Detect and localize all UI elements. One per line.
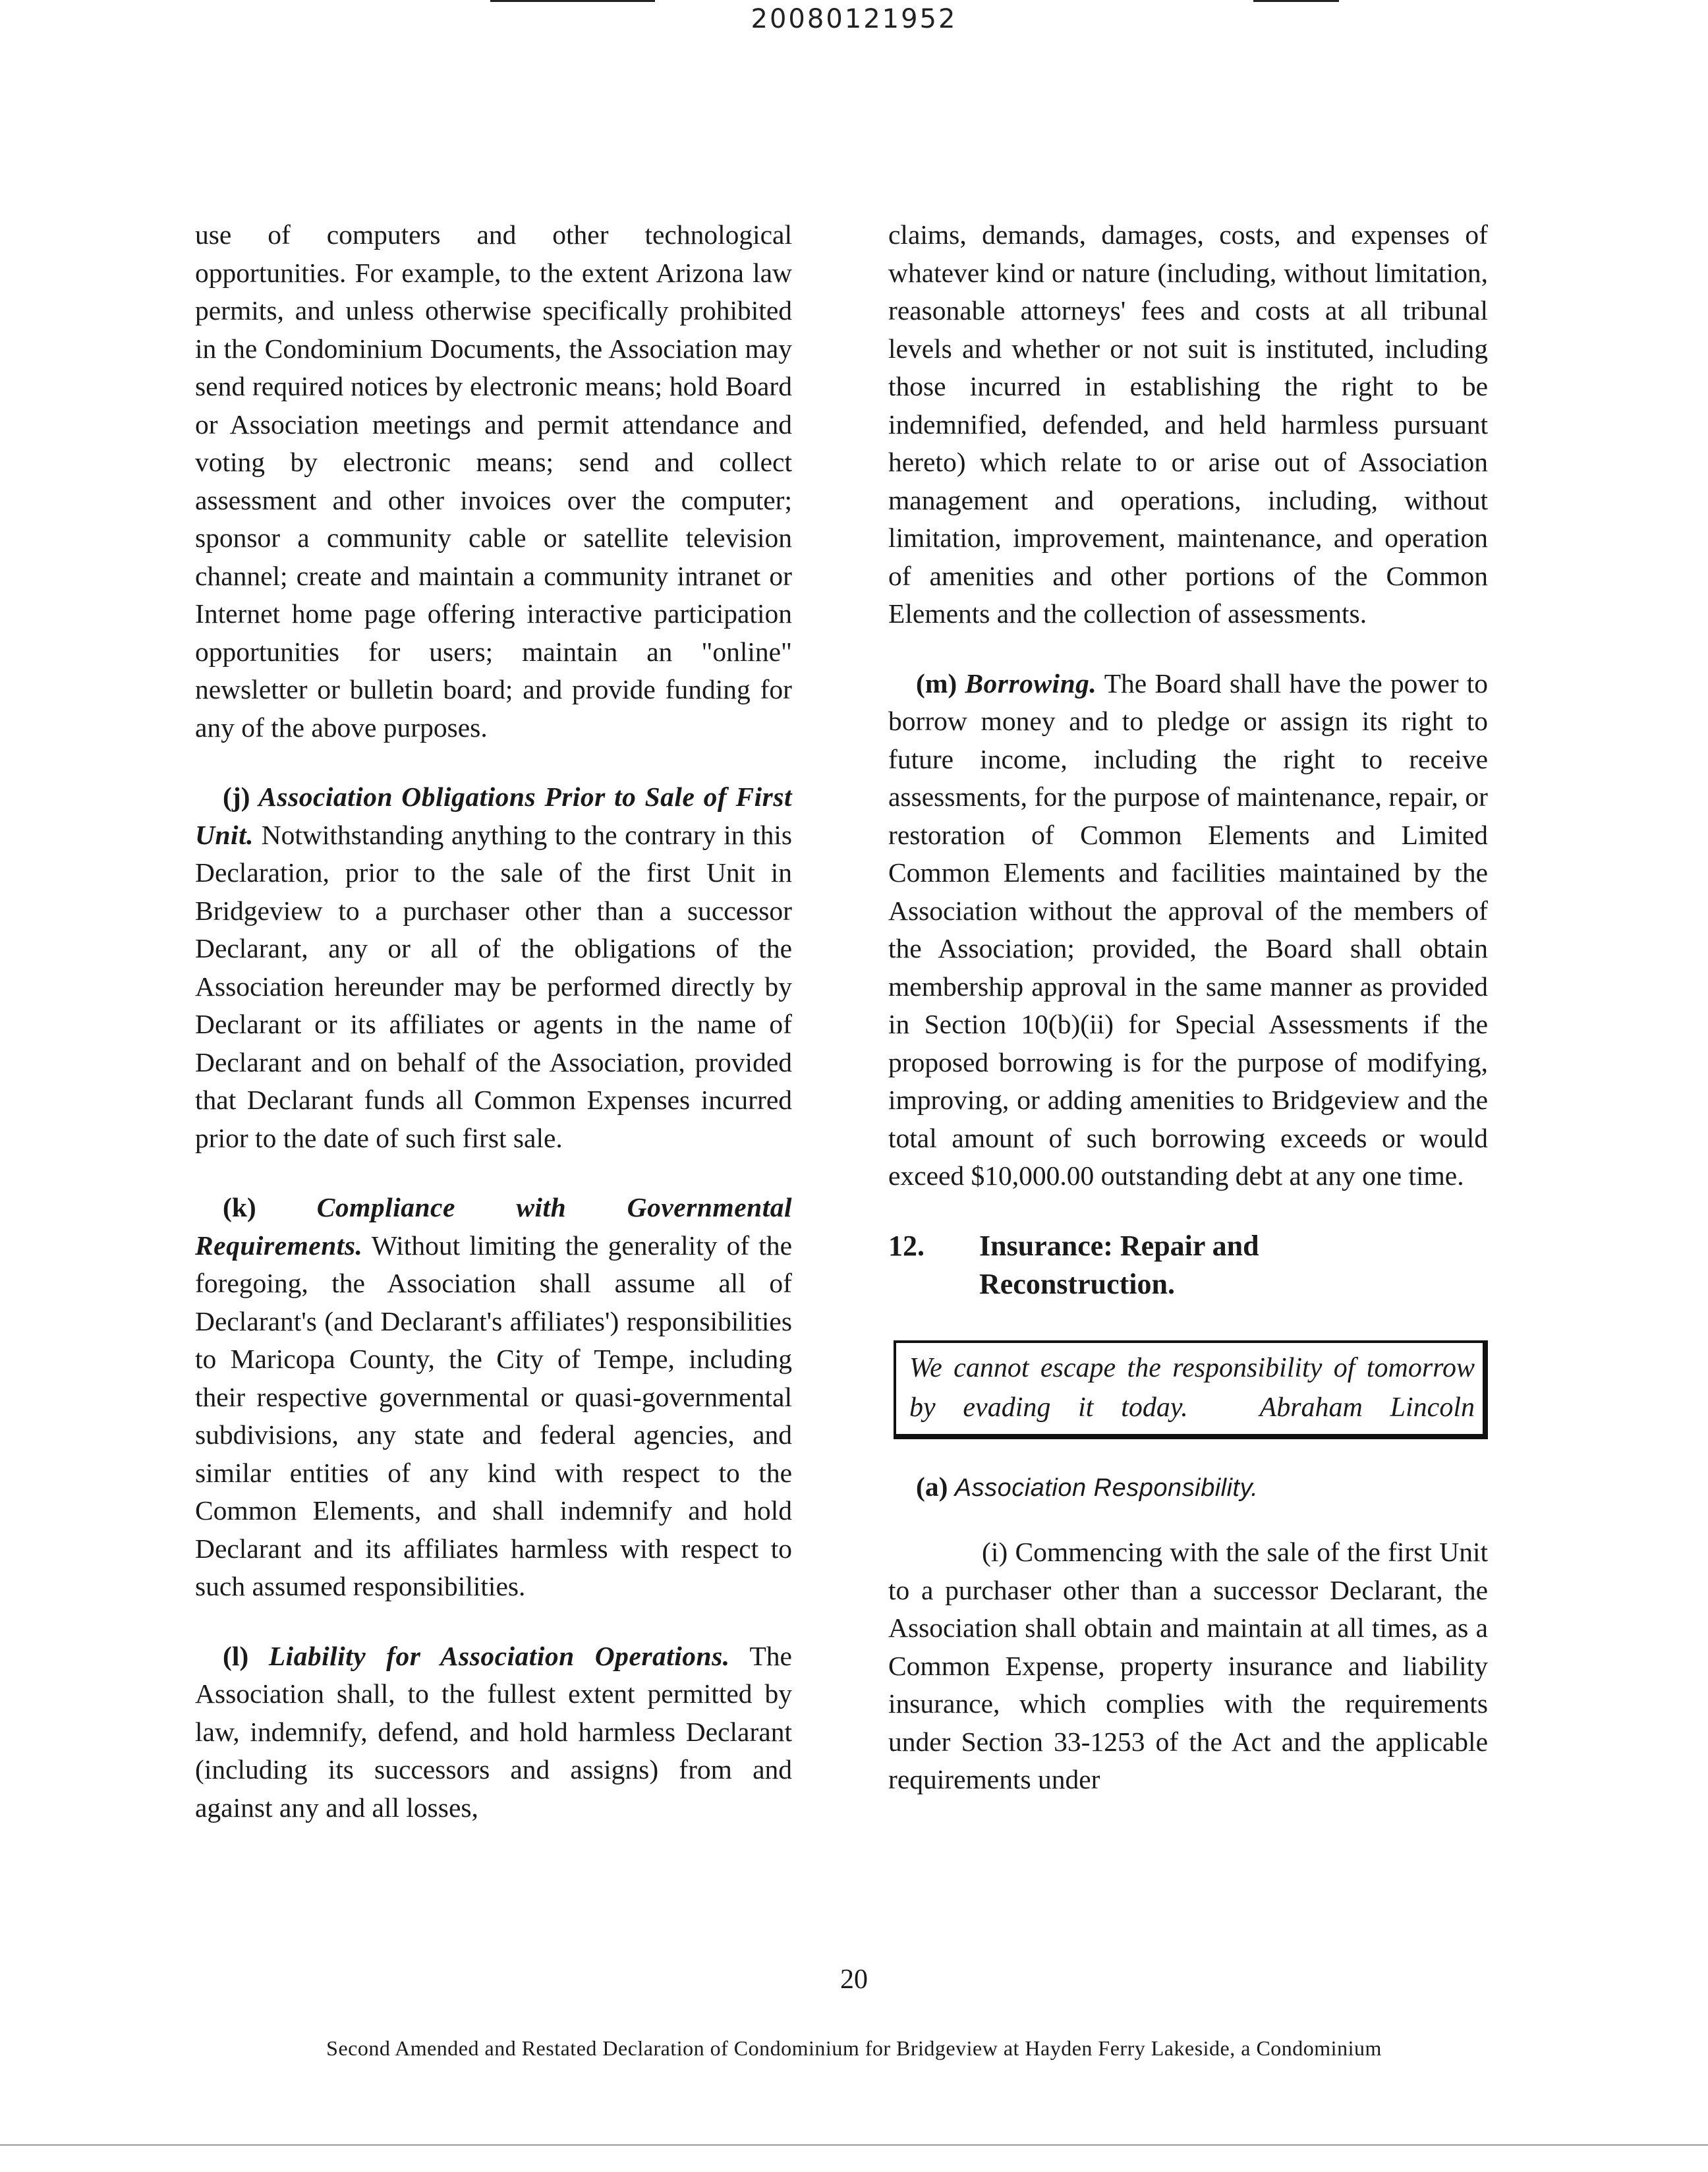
subsection-label: (a) [916,1471,948,1502]
subsection-m [888,665,1488,1195]
right-column [888,216,1488,1799]
section-title-line-1: Insurance: Repair and [979,1229,1259,1262]
subsection-k [195,1189,792,1606]
item-label: (i) [982,1537,1008,1567]
subsection-label: (k) [223,1192,256,1222]
page-edge-line [0,2144,1708,2146]
subsection-body: The Board shall have the power to borrow money and to pledge or assign its right to future income, including the right to receive assessments, for the purpose of maintenance, repair, or restoration of Common Elements and Limited Common Elements and facilities maintained by the Association without the approval of the members of the Association; provided, the Board shall obtain membership approval in the same manner as provided in Section 10(b)(ii) for Special Assessments if the proposed borrowing is for the purpose of modifying, improving, or adding amenities to Bridgeview and the total amount of such borrowing exceeds or would exceed $10,000.00 outstanding debt at any one time. [888,668,1488,1191]
footer-document-title: Second Amended and Restated Declaration of Condominium for Bridgeview at Hayden Ferry Lakeside, a Condominium [326,2036,1382,2060]
section-12-heading [888,1227,1488,1303]
lincoln-quote-box [894,1340,1488,1439]
subsection-title: Association Responsibility. [954,1473,1259,1502]
subsection-title: Borrowing. [965,668,1097,699]
subsection-label: (m) [916,668,957,699]
subsection-title: Association Obligations Prior to Sale of First Unit. [195,782,793,850]
subsection-a [916,1468,1488,1508]
subsection-body: The Association shall, to the fullest extent permitted by law, indemnify, defend, and hold harmless Declarant (including its successors and assigns) from and against any and all losses, [195,1640,792,1823]
scan-artifact-rule [490,0,655,2]
subsection-l [195,1638,792,1827]
subsection-body: Without limiting the generality of the foregoing, the Association shall assume all of Declarant's (and Declarant's affiliates') responsibilities to Maricopa County, the City of Tempe, including their respective governmental or quasi-governmental subdivisions, any state and federal agencies, and similar entities of any kind with respect to the Common Elements, and shall indemnify and hold Declarant and its affiliates harmless with respect to such assumed responsibilities. [195,1230,792,1601]
subsection-body: Notwithstanding anything to the contrary in this Declaration, prior to the sale of the first Unit in Bridgeview to a purchaser other than a successor Declarant, any or all of the obligations of the Association hereunder may be performed directly by Declarant or its affiliates or agents in the name of Declarant and on behalf of the Association, provided that Declarant funds all Common Expenses incurred prior to the date of such first sale. [195,819,793,1153]
subsection-label: (j) [223,782,250,812]
section-number: 12. [888,1229,925,1262]
subsection-title: Liability for Association Operations. [268,1640,730,1671]
continuation-paragraph: claims, demands, damages, costs, and expenses of whatever kind or nature (including, without limitation, reasonable attorneys' fees and costs at all tribunal levels and whether or not suit is instituted, including those incurred in establishing the right to be indemnified, defended, and held harmless pursuant hereto) which relate to or arise out of Association management and operations, including, without limitation, improvement, maintenance, and operation of amenities and other portions of the Common Elements and the collection of assessments. [888,219,1488,629]
quote-text: We cannot escape the responsibility of tomorrow by evading it today. [909,1352,1475,1423]
continuation-paragraph: use of computers and other technological opportunities. For example, to the extent Arizona law permits, and unless otherwise specifically prohibited in the Condominium Documents, the Association may send required notices by electronic means; hold Board or Association meetings and permit attendance and voting by electronic means; send and collect assessment and other invoices over the computer; sponsor a community cable or satellite television channel; create and maintain a community intranet or Internet home page offering interactive participation opportunities for users; maintain an "online" newsletter or bulletin board; and provide funding for any of the above purposes. [195,219,792,743]
left-column [195,216,792,1858]
subsection-j [195,778,792,1157]
item-body: Commencing with the sale of the first Unit to a purchaser other than a successor Declarant, the Association shall obtain and maintain at all times, as a Common Expense, property insurance and liability insurance, which complies with the requirements under Section 33-1253 of the Act and the applicable requirements under [888,1537,1489,1794]
scan-artifact-rule [1253,0,1339,2]
section-title-line-2: Reconstruction. [979,1267,1175,1300]
section-title [979,1227,1259,1303]
subsection-label: (l) [223,1640,249,1671]
subsection-title: Compliance with Governmental Requirements. [195,1192,793,1261]
recording-number: 20080121952 [751,4,957,34]
item-i [888,1533,1488,1799]
quote-author: Abraham Lincoln [1259,1392,1475,1423]
page-number: 20 [840,1964,868,1995]
